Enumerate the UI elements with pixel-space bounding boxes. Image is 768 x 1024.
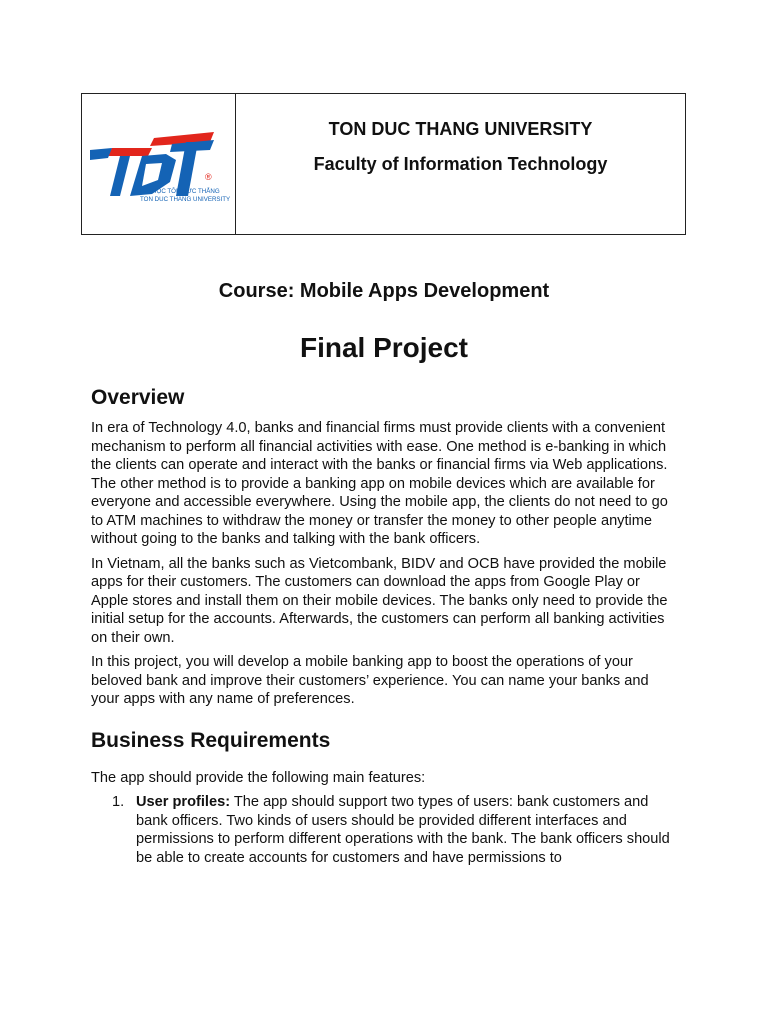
tdt-logo — [90, 130, 230, 210]
overview-paragraph: In this project, you will develop a mobile banking app to boost the operations of your beloved bank and improve their customers’ experience. You can name your banks and your apps with any name of preferences. — [91, 654, 649, 707]
overview-paragraph: In era of Technology 4.0, banks and financial firms must provide clients with a convenient mechanism to perform all financial activities with ease. One method is e-banking in which the clients can operate and interact with the banks or financial firms via Web applications. The other method is to provide a banking app on mobile devices which are available for everyone and accessible everywhere. Using the mobile app, the clients do not need to go to ATM machines to withdraw the money or transfer the money to other people anytime without going to the banks and talking with the bank officers. — [91, 420, 668, 547]
list-item — [91, 793, 677, 867]
course-title: Course: Mobile Apps Development — [218, 280, 550, 302]
logo-cell — [82, 94, 236, 234]
faculty-name: Faculty of Information Technology — [313, 153, 608, 174]
logo-red-bar-left — [108, 148, 152, 156]
list-number: 1. — [112, 794, 125, 810]
document-body — [91, 384, 677, 867]
university-cell — [236, 94, 685, 234]
overview-paragraph: In Vietnam, all the banks such as Vietcombank, BIDV and OCB have provided the mobile apps for their customers. The customers can download the apps from Google Play or Apple stores and install them on their mobile devices. The banks only need to provide the initial setup for the accounts. Afterwards, the customers can perform all banking activities on their own. — [91, 555, 668, 646]
header-table — [81, 93, 686, 235]
logo-line1: ĐẠI HỌC TÔN ĐỨC THẮNG — [140, 188, 220, 195]
feature-lead: User profiles: — [136, 794, 231, 810]
business-intro: The app should provide the following main features: — [91, 769, 426, 786]
university-name: TON DUC THANG UNIVERSITY — [328, 119, 593, 139]
overview-heading: Overview — [91, 386, 185, 409]
document-title: Final Project — [299, 332, 469, 363]
business-requirements-heading: Business Requirements — [91, 728, 331, 752]
logo-line2: TON DUC THANG UNIVERSITY — [140, 196, 230, 203]
features-list — [91, 793, 677, 867]
feature-text: The app should support two types of users: bank customers and bank officers. Two kinds of users should be provided different interfaces and permissions to perform different operations with the bank. The bank officers should be able to create accounts for customers and have permissions to — [136, 794, 670, 866]
logo-blue-t-stem — [110, 156, 130, 196]
logo-blue-t-arm — [90, 148, 112, 160]
logo-mark: TDT — [90, 130, 92, 131]
registered-mark: ® — [205, 172, 212, 182]
